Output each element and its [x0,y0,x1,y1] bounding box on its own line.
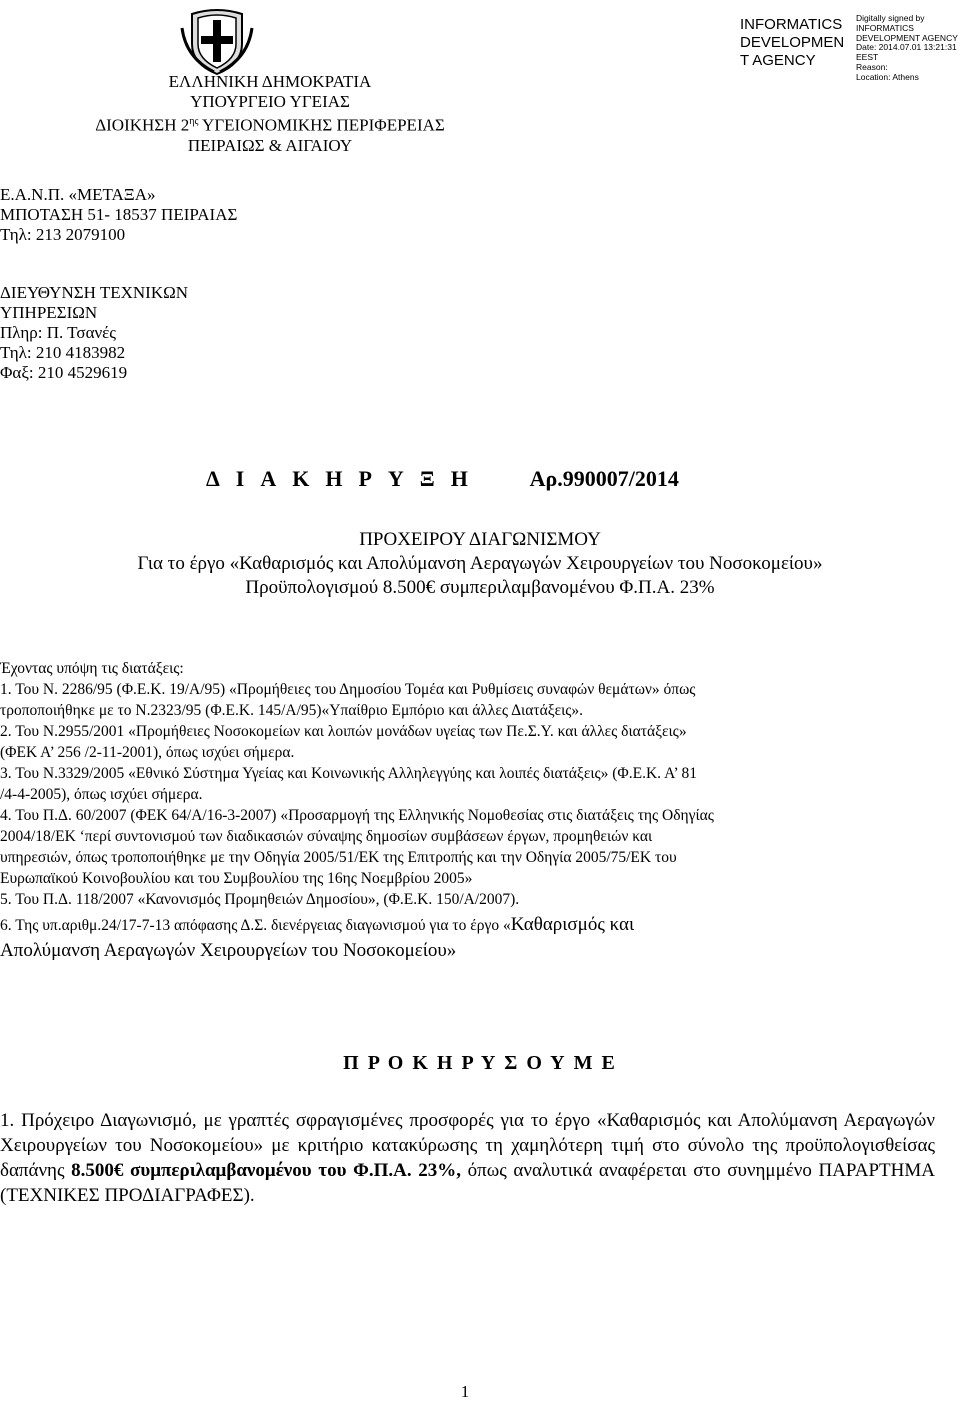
department-phone: Τηλ: 210 4183982 [0,343,126,362]
signature-meta-line: Location: Athens [856,71,919,82]
provision-line: 2. Του Ν.2955/2001 «Προμήθειες Νοσοκομείων και λοιπών μονάδων υγείας των Πε.Σ.Υ. και άλλες διατάξεις» [0,723,687,740]
greek-emblem-icon [178,8,256,76]
provision-line: 4. Του Π.Δ. 60/2007 (ΦΕΚ 64/Α/16-3-2007) «Προσαρμογή της Ελληνικής Νομοθεσίας στις διατάξεις της Οδηγίας [0,807,714,824]
signature-meta-line: Reason: [856,61,888,72]
department-contact: Πληρ: Π. Τσανές [0,323,117,342]
signature-org-line: INFORMATICS [740,16,843,33]
signature-org-line: DEVELOPMEN [740,34,845,51]
signature-organization [740,16,860,70]
announcement-text: 1. Πρόχειρο Διαγωνισμό, με γραπτές σφραγισμένες προσφορές για το έργο «Καθαρισμός και Απολύμανση Αεραγωγών Χειρουργείων του Νοσοκομείου» με κριτήριο κατακύρωσης τη χαμηλότερη τιμή στο σύνολο της προϋπολογισθείσας δαπάνης [0,1110,935,1181]
provisions-intro: Έχοντας υπόψη τις διατάξεις: [0,660,184,677]
tender-subject [0,528,960,600]
provision-line: τροποποιήθηκε με το Ν.2323/95 (Φ.Ε.Κ. 145/Α/95)«Υπαίθριο Εμπόριο και άλλες Διατάξεις». [0,702,584,719]
hospital-phone: Τηλ: 213 2079100 [0,225,126,244]
provision-text: 6. Της υπ.αριθμ.24/17-7-13 απόφασης Δ.Σ. διενέργειας διαγωνισμού για το έργο « [0,917,511,934]
provision-line: 3. Του Ν.3329/2005 «Εθνικό Σύστημα Υγείας και Κοινωνικής Αλληλεγγύης και λοιπές διατάξεις» (Φ.Ε.Κ. Α’ 81 [0,765,697,782]
provision-line: 2004/18/ΕΚ ‘περί συντονισμού των διαδικασιών σύναψης δημοσίων συμβάσεων έργων, προμηθειών και [0,828,653,845]
announcement-amount: 8.500€ συμπεριλαμβανομένου του Φ.Π.Α. 23%, [71,1160,461,1181]
header-line: ΕΛΛΗΝΙΚΗ ΔΗΜΟΚΡΑΤΙΑ [168,72,372,91]
signature-meta-line: Digitally signed by [856,13,925,23]
department-info [0,283,188,383]
department-line: ΔΙΕΥΘΥΝΣΗ ΤΕΧΝΙΚΩΝ [0,283,189,302]
document-title [206,466,679,492]
page-number: 1 [460,1382,470,1401]
provision-line: 1. Του Ν. 2286/95 (Φ.Ε.Κ. 19/Α/95) «Προμήθειες του Δημοσίου Τομέα και Ρυθμίσεις συναφών θεμάτων» όπως [0,681,696,698]
department-fax: Φαξ: 210 4529619 [0,363,128,382]
department-line: ΥΠΗΡΕΣΙΩΝ [0,303,98,322]
proclaim-heading: Π Ρ Ο Κ Η Ρ Υ Σ Ο Υ Μ Ε [343,1052,617,1074]
hospital-name: Ε.Α.Ν.Π. «ΜΕΤΑΞΑ» [0,185,156,204]
provision-line [0,914,960,936]
signature-meta-line: INFORMATICS [856,22,914,33]
provision-line: υπηρεσιών, όπως τροποποιήθηκε με την Οδηγία 2005/51/ΕΚ της Επιτροπής και την Οδηγία 2005/75/ΕΚ του [0,849,677,866]
signature-meta-line: Date: 2014.07.01 13:21:31 [856,42,957,53]
header-line [0,112,540,136]
subject-line: ΠΡΟΧΕΙΡΟΥ ΔΙΑΓΩΝΙΣΜΟΥ [359,529,601,550]
hospital-info [0,185,237,245]
legal-provisions [0,658,960,961]
subject-line: Για το έργο «Καθαρισμός και Απολύμανση Αεραγωγών Χειρουργείων του Νοσοκομείου» [137,553,823,574]
hospital-address: ΜΠΟΤΑΣΗ 51- 18537 ΠΕΙΡΑΙΑΣ [0,205,238,224]
signature-details [856,14,958,83]
provision-line: 5. Του Π.Δ. 118/2007 «Κανονισμός Προμηθειών Δημοσίου», (Φ.Ε.Κ. 150/Α/2007). [0,891,520,908]
announcement-text: όπως αναλυτικά αναφέρεται στο συνημμένο ΠΑΡΑΡΤΗΜΑ (ΤΕΧΝΙΚΕΣ ΠΡΟΔΙΑΓΡΑΦΕΣ). [0,1160,935,1206]
header-line: ΠΕΙΡΑΙΩΣ & ΑΙΓΑΙΟΥ [187,135,353,155]
header-line: ΥΠΟΥΡΓΕΙΟ ΥΓΕΙΑΣ [190,92,350,111]
header-line-part: ΔΙΟΙΚΗΣΗ 2 [95,115,190,135]
header-superscript: ης [189,116,199,127]
tender-announcement [0,1108,935,1208]
provision-line: Ευρωπαϊκού Κοινοβουλίου και του Συμβουλίου της 16ης Νοεμβρίου 2005» [0,870,473,887]
header-line-part: ΥΓΕΙΟΝΟΜΙΚΗΣ ΠΕΡΙΦΕΡΕΙΑΣ [198,115,445,135]
provision-line: (ΦΕΚ Α’ 256 /2-11-2001), όπως ισχύει σήμερα. [0,744,295,761]
signature-meta-line: DEVELOPMENT AGENCY [856,32,958,43]
subject-line: Προϋπολογισμού 8.500€ συμπεριλαμβανομένου Φ.Π.Α. 23% [245,577,715,598]
title-number: Αρ.990007/2014 [529,466,679,491]
authority-header [0,72,540,156]
signature-meta-line: EEST [856,52,879,63]
provision-line: /4-4-2005), όπως ισχύει σήμερα. [0,786,203,803]
signature-org-line: T AGENCY [740,52,816,69]
provision-line: Απολύμανση Αεραγωγών Χειρουργείων του Νοσοκομείου» [0,940,457,961]
provision-text-large: Καθαρισμός και [510,914,635,935]
title-word: ΔΙΑΚΗΡΥΞΗ [206,466,484,491]
